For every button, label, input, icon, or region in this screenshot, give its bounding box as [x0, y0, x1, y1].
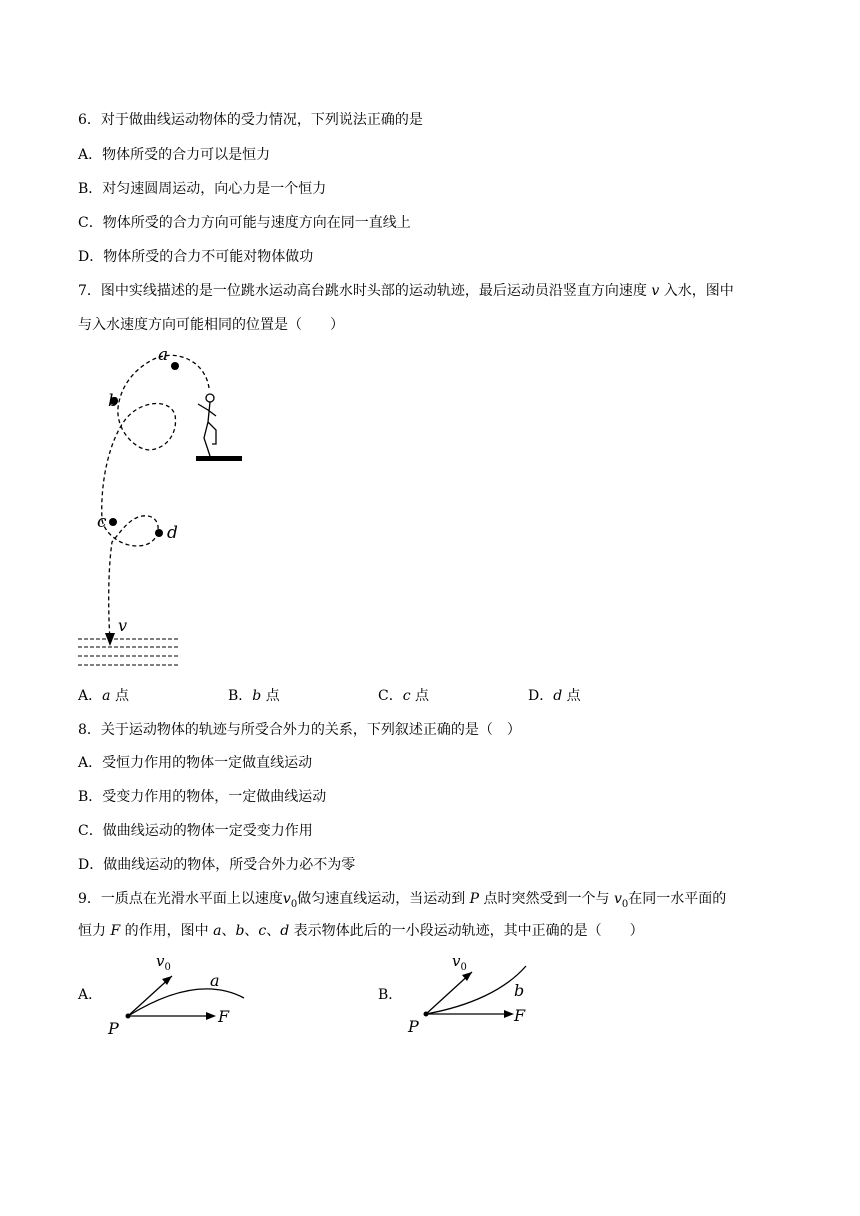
trajectory-lower-loop: [102, 516, 158, 640]
label-d: d: [167, 523, 178, 543]
label-v0: $v_0$: [452, 952, 467, 973]
q7-option-c[interactable]: C．c 点: [378, 688, 430, 704]
q9-option-a-figure[interactable]: [100, 950, 260, 1040]
trajectory-curve-b: [426, 966, 526, 1014]
diver-trajectory-figure: [70, 340, 260, 680]
label-curve-a: a: [210, 971, 220, 990]
trajectory-upper-loop: [102, 355, 209, 520]
label-f: F: [218, 1007, 230, 1026]
q6-option-a[interactable]: A．物体所受的合力可以是恒力: [78, 147, 271, 163]
q6-option-d[interactable]: D．物体所受的合力不可能对物体做功: [78, 249, 314, 265]
q9-option-b-figure[interactable]: [400, 950, 560, 1040]
q7-option-d[interactable]: D．d 点: [528, 688, 581, 704]
q9-stem-line2: 恒力 F 的作用，图中 a、b、c、d 表示物体此后的一小段运动轨迹，其中正确的是（ ）: [78, 923, 644, 939]
label-p: P: [408, 1017, 419, 1036]
q6-option-c[interactable]: C．物体所受的合力方向可能与速度方向在同一直线上: [78, 215, 411, 231]
point-d: [155, 529, 163, 537]
q8-option-d[interactable]: D．做曲线运动的物体，所受合外力必不为零: [78, 857, 356, 873]
point-p: [126, 1014, 131, 1019]
q6-stem: 6．对于做曲线运动物体的受力情况，下列说法正确的是: [78, 112, 423, 128]
q7-option-a[interactable]: A．a 点: [78, 688, 129, 704]
label-f: F: [514, 1006, 526, 1025]
label-p: P: [108, 1019, 119, 1038]
q7-stem-v: v: [651, 283, 660, 299]
q7-stem-text-a: 7．图中实线描述的是一位跳水运动高台跳水时头部的运动轨迹，最后运动员沿竖直方向速度: [78, 283, 647, 299]
label-v: v: [118, 616, 128, 635]
q7-stem-line1: [78, 281, 734, 301]
label-v0: $v_0$: [156, 952, 171, 973]
q7-option-b[interactable]: B．b 点: [228, 688, 280, 704]
q9-stem-line1: 9．一质点在光滑水平面上以速度$v_0$做匀速直线运动，当运动到 P 点时突然受到一个与 $v_0$在同一水平面的: [78, 891, 727, 910]
force-arrow-head: [206, 1012, 216, 1020]
point-a: [171, 362, 179, 370]
diver-figure: [198, 394, 216, 456]
water-surface: [78, 639, 178, 665]
label-c: c: [97, 512, 107, 532]
q8-option-b[interactable]: B．受变力作用的物体，一定做曲线运动: [78, 789, 327, 805]
q7-stem-text-b: 入水，图中: [663, 283, 734, 299]
q6-option-b[interactable]: B．对匀速圆周运动，向心力是一个恒力: [78, 181, 327, 197]
q9-option-a-label[interactable]: A．: [78, 987, 103, 1003]
q8-option-c[interactable]: C．做曲线运动的物体一定受变力作用: [78, 823, 313, 839]
q7-stem-line2: 与入水速度方向可能相同的位置是（ ）: [78, 317, 344, 333]
force-arrow-head: [504, 1010, 514, 1018]
label-b: b: [108, 391, 119, 411]
point-p: [424, 1012, 429, 1017]
label-a: a: [158, 345, 169, 365]
q8-stem: 8．关于运动物体的轨迹与所受合外力的关系，下列叙述正确的是（ ）: [78, 722, 521, 738]
diving-platform: [196, 456, 242, 461]
point-c: [109, 518, 117, 526]
label-curve-b: b: [514, 981, 525, 1000]
q8-option-a[interactable]: A．受恒力作用的物体一定做直线运动: [78, 755, 313, 771]
q9-option-b-label[interactable]: B．: [378, 987, 403, 1003]
